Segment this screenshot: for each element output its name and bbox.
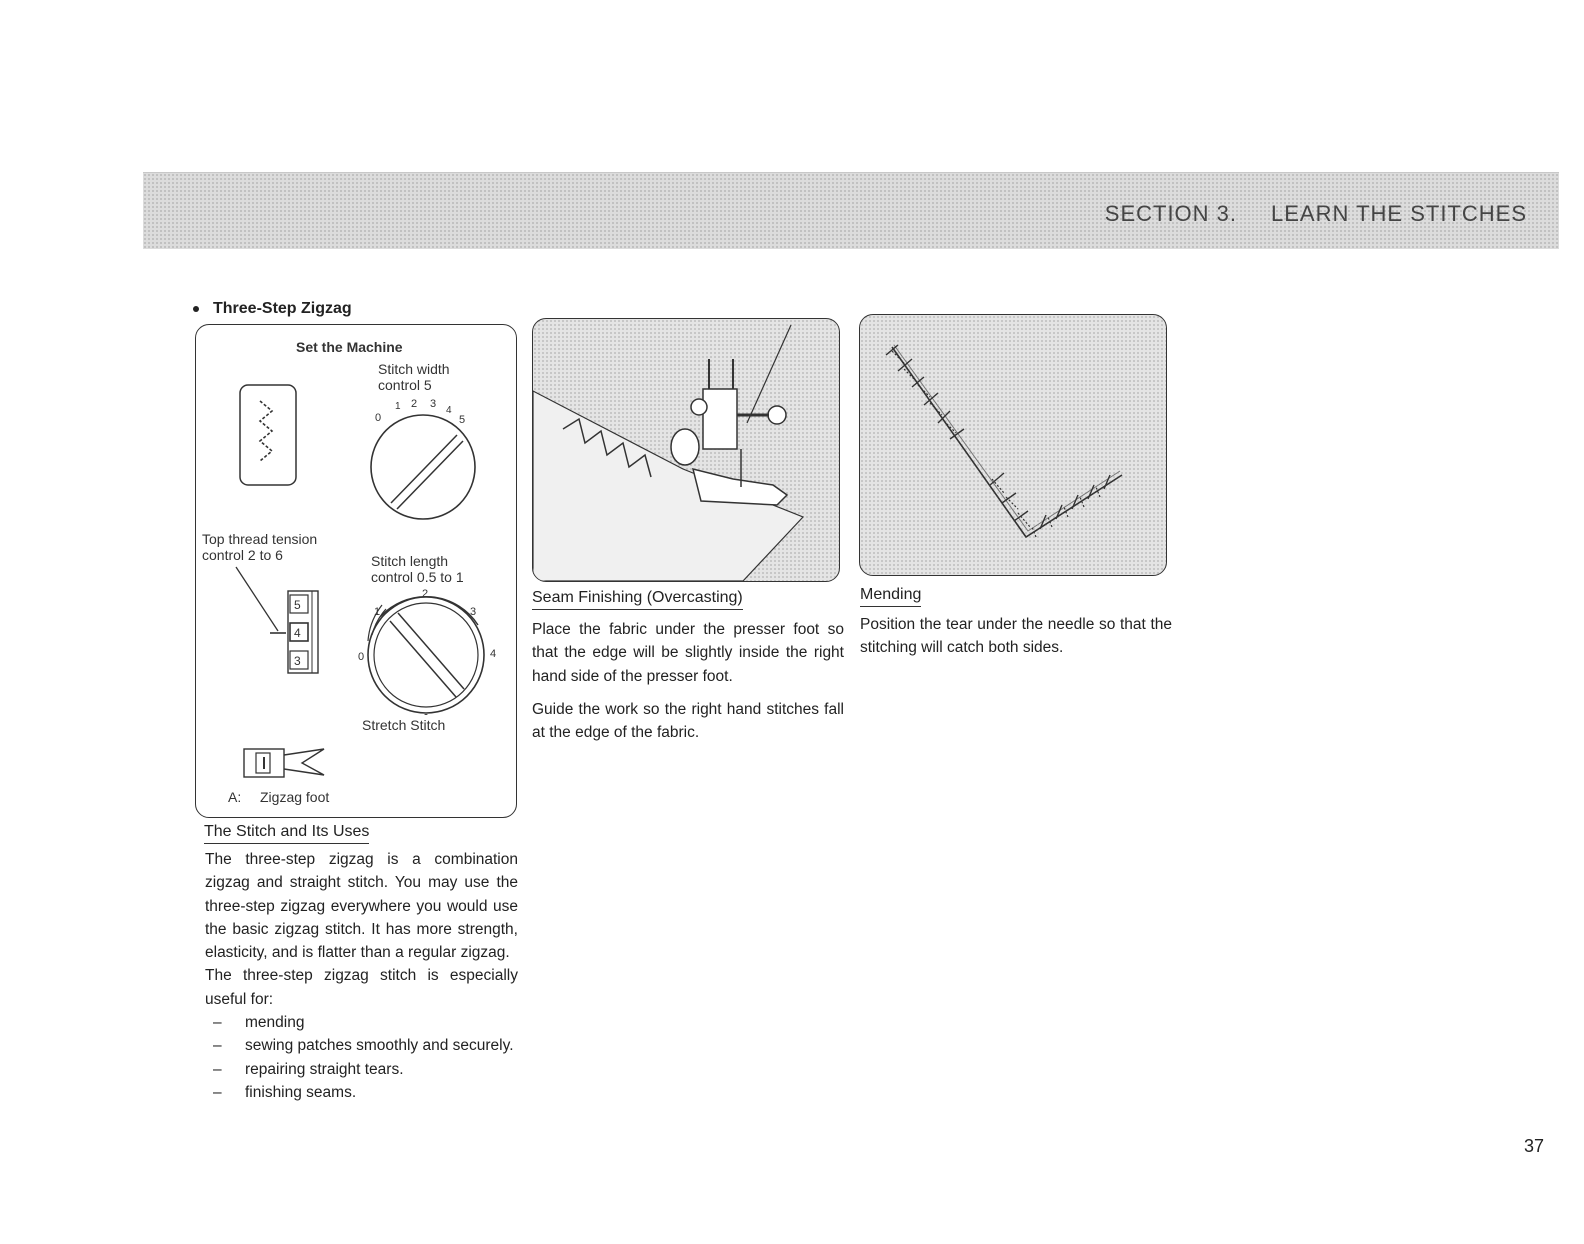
bullet-icon [193,306,199,312]
seam-finishing-para2: Guide the work so the right hand stitches fall at the edge of the fabric. [532,700,844,742]
stitch-uses-para1: The three-step zigzag is a combination zigzag and straight stitch. You may use the three-step zigzag everywhere you would use the basic zigzag stitch. It has more strength, elasticity, and is flatter than a regular zigzag. [205,851,518,962]
section-number: SECTION 3. [1104,201,1238,226]
stitch-length-label: Stitch length [371,553,449,569]
tension-control-icon [232,561,322,677]
width-dial-number: 5 [459,414,466,426]
width-dial-number: 0 [375,412,382,424]
list-item: – mending [205,1011,518,1034]
tension-label: Top thread tension [202,531,318,547]
length-dial-number: 0 [358,651,365,663]
section-heading [1071,201,1527,227]
length-dial-number: 4 [490,648,497,660]
seam-finishing-illustration [532,318,840,582]
tension-number: 3 [294,654,301,668]
foot-label: Zigzag foot [260,789,330,805]
length-dial-number: 3 [470,606,477,618]
mending-illustration [859,314,1167,576]
tension-number: 5 [294,598,301,612]
foot-letter: A: [228,789,242,805]
mending-text: Position the tear under the needle so that the stitching will catch both sides. [860,616,1172,657]
mending-title: Mending [860,586,921,607]
zigzag-foot-icon [242,745,328,781]
stitch-heading-text: Three-Step Zigzag [213,300,352,317]
list-item: – finishing seams. [205,1081,518,1104]
stitch-length-value: control 0.5 to 1 [371,569,464,585]
zigzag-pattern-icon [238,383,300,489]
set-machine-title: Set the Machine [296,339,403,355]
width-dial-number: 4 [446,405,452,416]
section-title: LEARN THE STITCHES [1271,201,1527,226]
length-dial-number: 1 [374,606,381,618]
stitch-uses-para2: The three-step zigzag stitch is especially useful for: [205,967,518,1008]
stitch-width-dial [361,395,485,523]
width-dial-number: 3 [430,398,437,410]
stretch-stitch-label: Stretch Stitch [362,717,446,733]
width-dial-number: 1 [395,401,401,412]
length-dial-number: 2 [422,588,429,600]
stitch-width-label: Stitch width [378,361,450,377]
page-number: 37 [1523,1136,1544,1156]
seam-finishing-title: Seam Finishing (Overcasting) [532,589,743,610]
width-dial-number: 2 [411,398,418,410]
seam-finishing-text [532,618,844,744]
stitch-heading [193,300,352,318]
tension-value: control 2 to 6 [202,547,283,563]
stitch-length-dial [350,585,500,715]
seam-finishing-para1: Place the fabric under the presser foot so that the edge will be slightly inside the right hand side of the presser foot. [532,621,844,685]
tension-number: 4 [294,626,301,640]
set-machine-box [195,324,517,818]
stitch-uses-text [205,848,518,1104]
list-item: – repairing straight tears. [205,1058,518,1081]
list-item: – sewing patches smoothly and securely. [205,1034,518,1057]
uses-list [205,1011,518,1104]
stitch-width-value: control 5 [378,377,432,393]
stitch-uses-title: The Stitch and Its Uses [204,823,369,844]
section-banner [143,172,1559,249]
